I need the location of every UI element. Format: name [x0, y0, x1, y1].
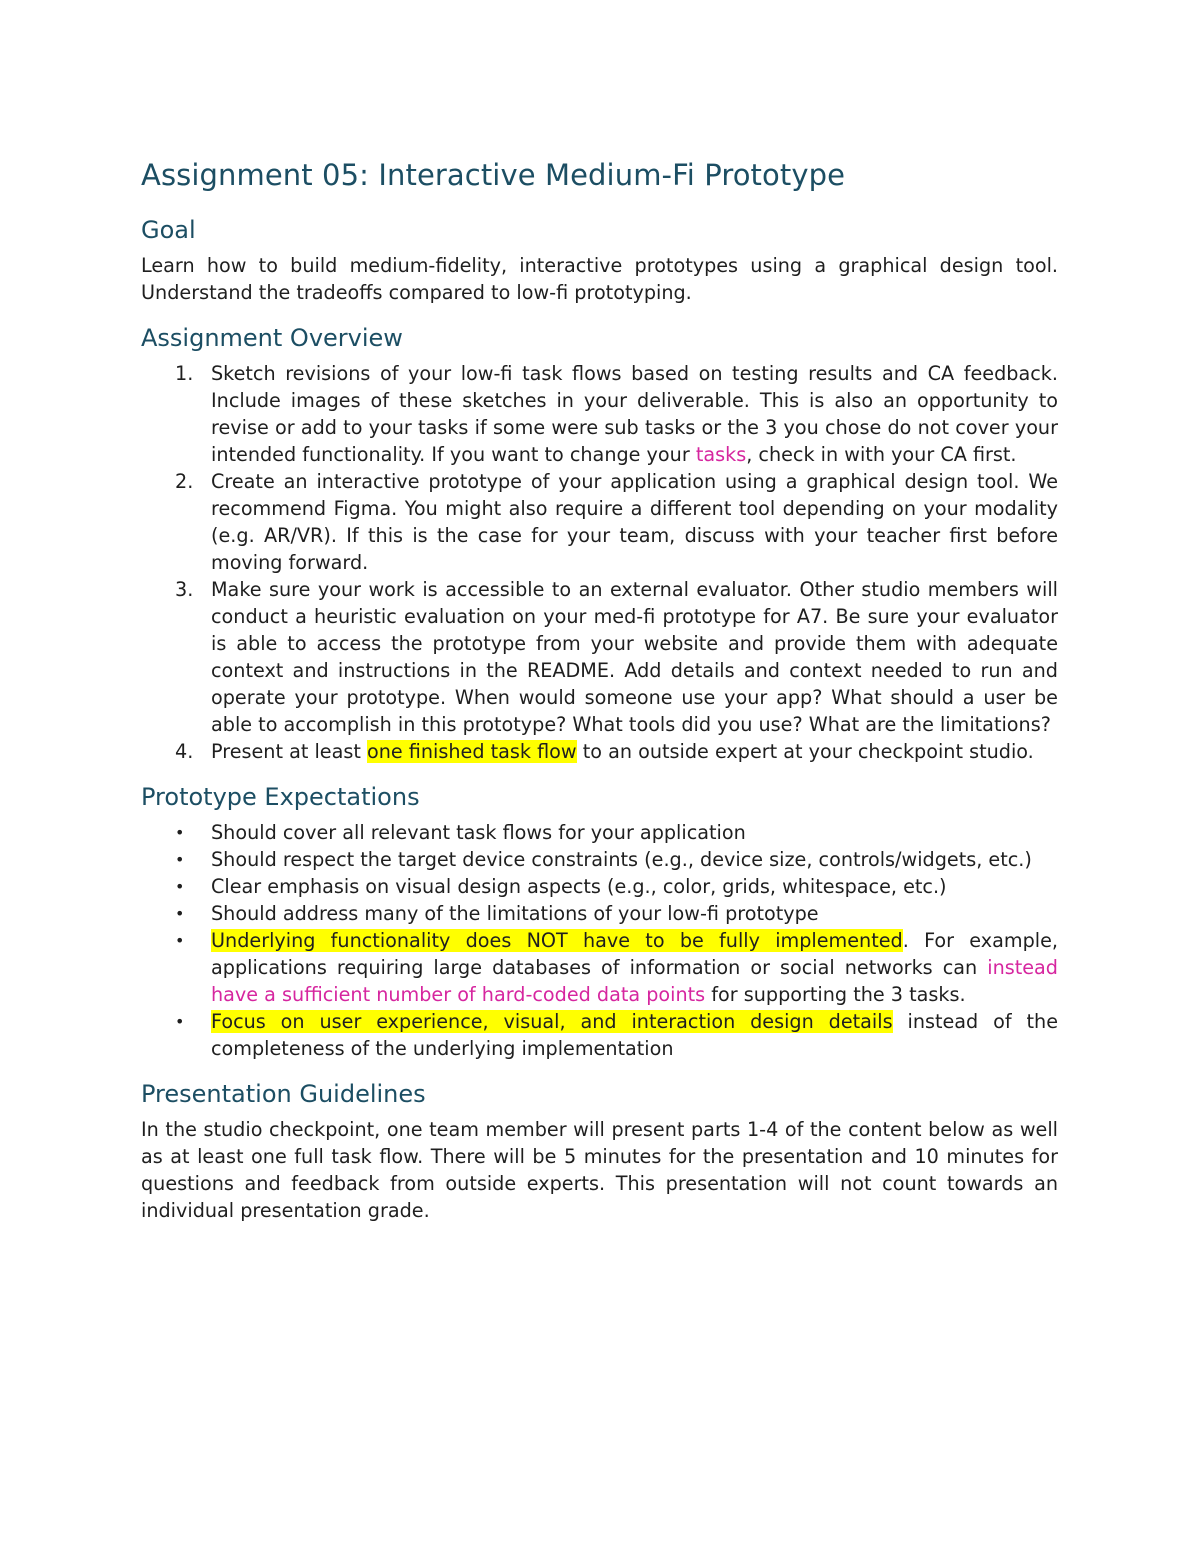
- expectations-list: [141, 819, 1058, 1062]
- overview-item-text: Sketch revisions of your low-fi task flows based on testing results and CA feedback. Include images of these sketches in your deliverable. This is also an opportunity to revise or add to your tasks if some were sub tasks or the 3 you chose do not cover your intended functionality. If you want to change your: [211, 362, 1058, 466]
- overview-item-text: Create an interactive prototype of your application using a graphical design tool. We recommend Figma. You might also require a different tool depending on your modality (e.g. AR/VR). If this is the case for your team, discuss with your teacher first before moving forward.: [211, 470, 1058, 574]
- expectation-item-3: [175, 873, 1058, 900]
- expectation-item-text: Should address many of the limitations of your low-fi prototype: [211, 902, 819, 925]
- page-title: Assignment 05: Interactive Medium-Fi Prototype: [141, 158, 846, 192]
- overview-item-4: [175, 738, 1058, 765]
- overview-item-text: to an outside expert at your checkpoint studio.: [576, 740, 1034, 763]
- bullet-icon: •: [175, 823, 185, 842]
- tasks-link[interactable]: tasks: [695, 443, 747, 466]
- expectation-item-6: [175, 1008, 1058, 1062]
- expectation-item-text: for supporting the 3 tasks.: [705, 983, 966, 1006]
- list-number: 4.: [175, 740, 194, 763]
- list-number: 1.: [175, 362, 194, 385]
- overview-item-2: [175, 468, 1058, 576]
- bullet-icon: •: [175, 850, 185, 869]
- highlighted-text: Underlying functionality does NOT have to be fully implemented: [211, 929, 903, 952]
- expectation-item-4: [175, 900, 1058, 927]
- presentation-text: In the studio checkpoint, one team member will present parts 1-4 of the content below as well as at least one full task flow. There will be 5 minutes for the presentation and 10 minutes for questions and feedback from outside experts. This presentation will not count towards an individual presentation grade.: [141, 1118, 1058, 1222]
- expectation-item-2: [175, 846, 1058, 873]
- list-number: 2.: [175, 470, 194, 493]
- overview-item-3: [175, 576, 1058, 738]
- highlighted-text: Focus on user experience, visual, and interaction design details: [211, 1010, 893, 1033]
- overview-list: [141, 360, 1058, 765]
- highlighted-text: one finished task flow: [366, 740, 577, 763]
- expectation-item-text: . For example, applications requiring large databases of information or social networks can: [211, 929, 1058, 979]
- expectation-item-1: [175, 819, 1058, 846]
- goal-heading: Goal: [141, 216, 196, 244]
- document-page: [141, 152, 1058, 1238]
- expectation-item-text: Should cover all relevant task flows for your application: [211, 821, 746, 844]
- goal-text: Learn how to build medium-fidelity, interactive prototypes using a graphical design tool. Understand the tradeoffs compared to low-fi prototyping.: [141, 254, 1058, 304]
- bullet-icon: •: [175, 1012, 185, 1031]
- expectation-item-text: Should respect the target device constraints (e.g., device size, controls/widgets, etc.): [211, 848, 1032, 871]
- overview-item-1: [175, 360, 1058, 468]
- bullet-icon: •: [175, 904, 185, 923]
- overview-item-text: Make sure your work is accessible to an external evaluator. Other studio members will conduct a heuristic evaluation on your med-fi prototype for A7. Be sure your evaluator is able to access the prototype from your website and provide them with adequate context and instructions in the README. Add details and context needed to run and operate your prototype. When would someone use your app? What should a user be able to accomplish in this prototype? What tools did you use? What are the limitations?: [211, 578, 1058, 736]
- expectation-item-5: [175, 927, 1058, 1008]
- presentation-heading: Presentation Guidelines: [141, 1080, 426, 1108]
- overview-item-text: , check in with your CA first.: [746, 443, 1017, 466]
- bullet-icon: •: [175, 877, 185, 896]
- expectation-item-text: instead of the completeness of the underlying implementation: [211, 1010, 1058, 1060]
- pink-text: instead have a sufficient number of hard-coded data points: [211, 956, 1058, 1006]
- bullet-icon: •: [175, 931, 185, 950]
- expectation-item-text: Clear emphasis on visual design aspects (e.g., color, grids, whitespace, etc.): [211, 875, 947, 898]
- expectations-heading: Prototype Expectations: [141, 783, 420, 811]
- list-number: 3.: [175, 578, 194, 601]
- overview-item-text: Present at least: [211, 740, 367, 763]
- overview-heading: Assignment Overview: [141, 324, 403, 352]
